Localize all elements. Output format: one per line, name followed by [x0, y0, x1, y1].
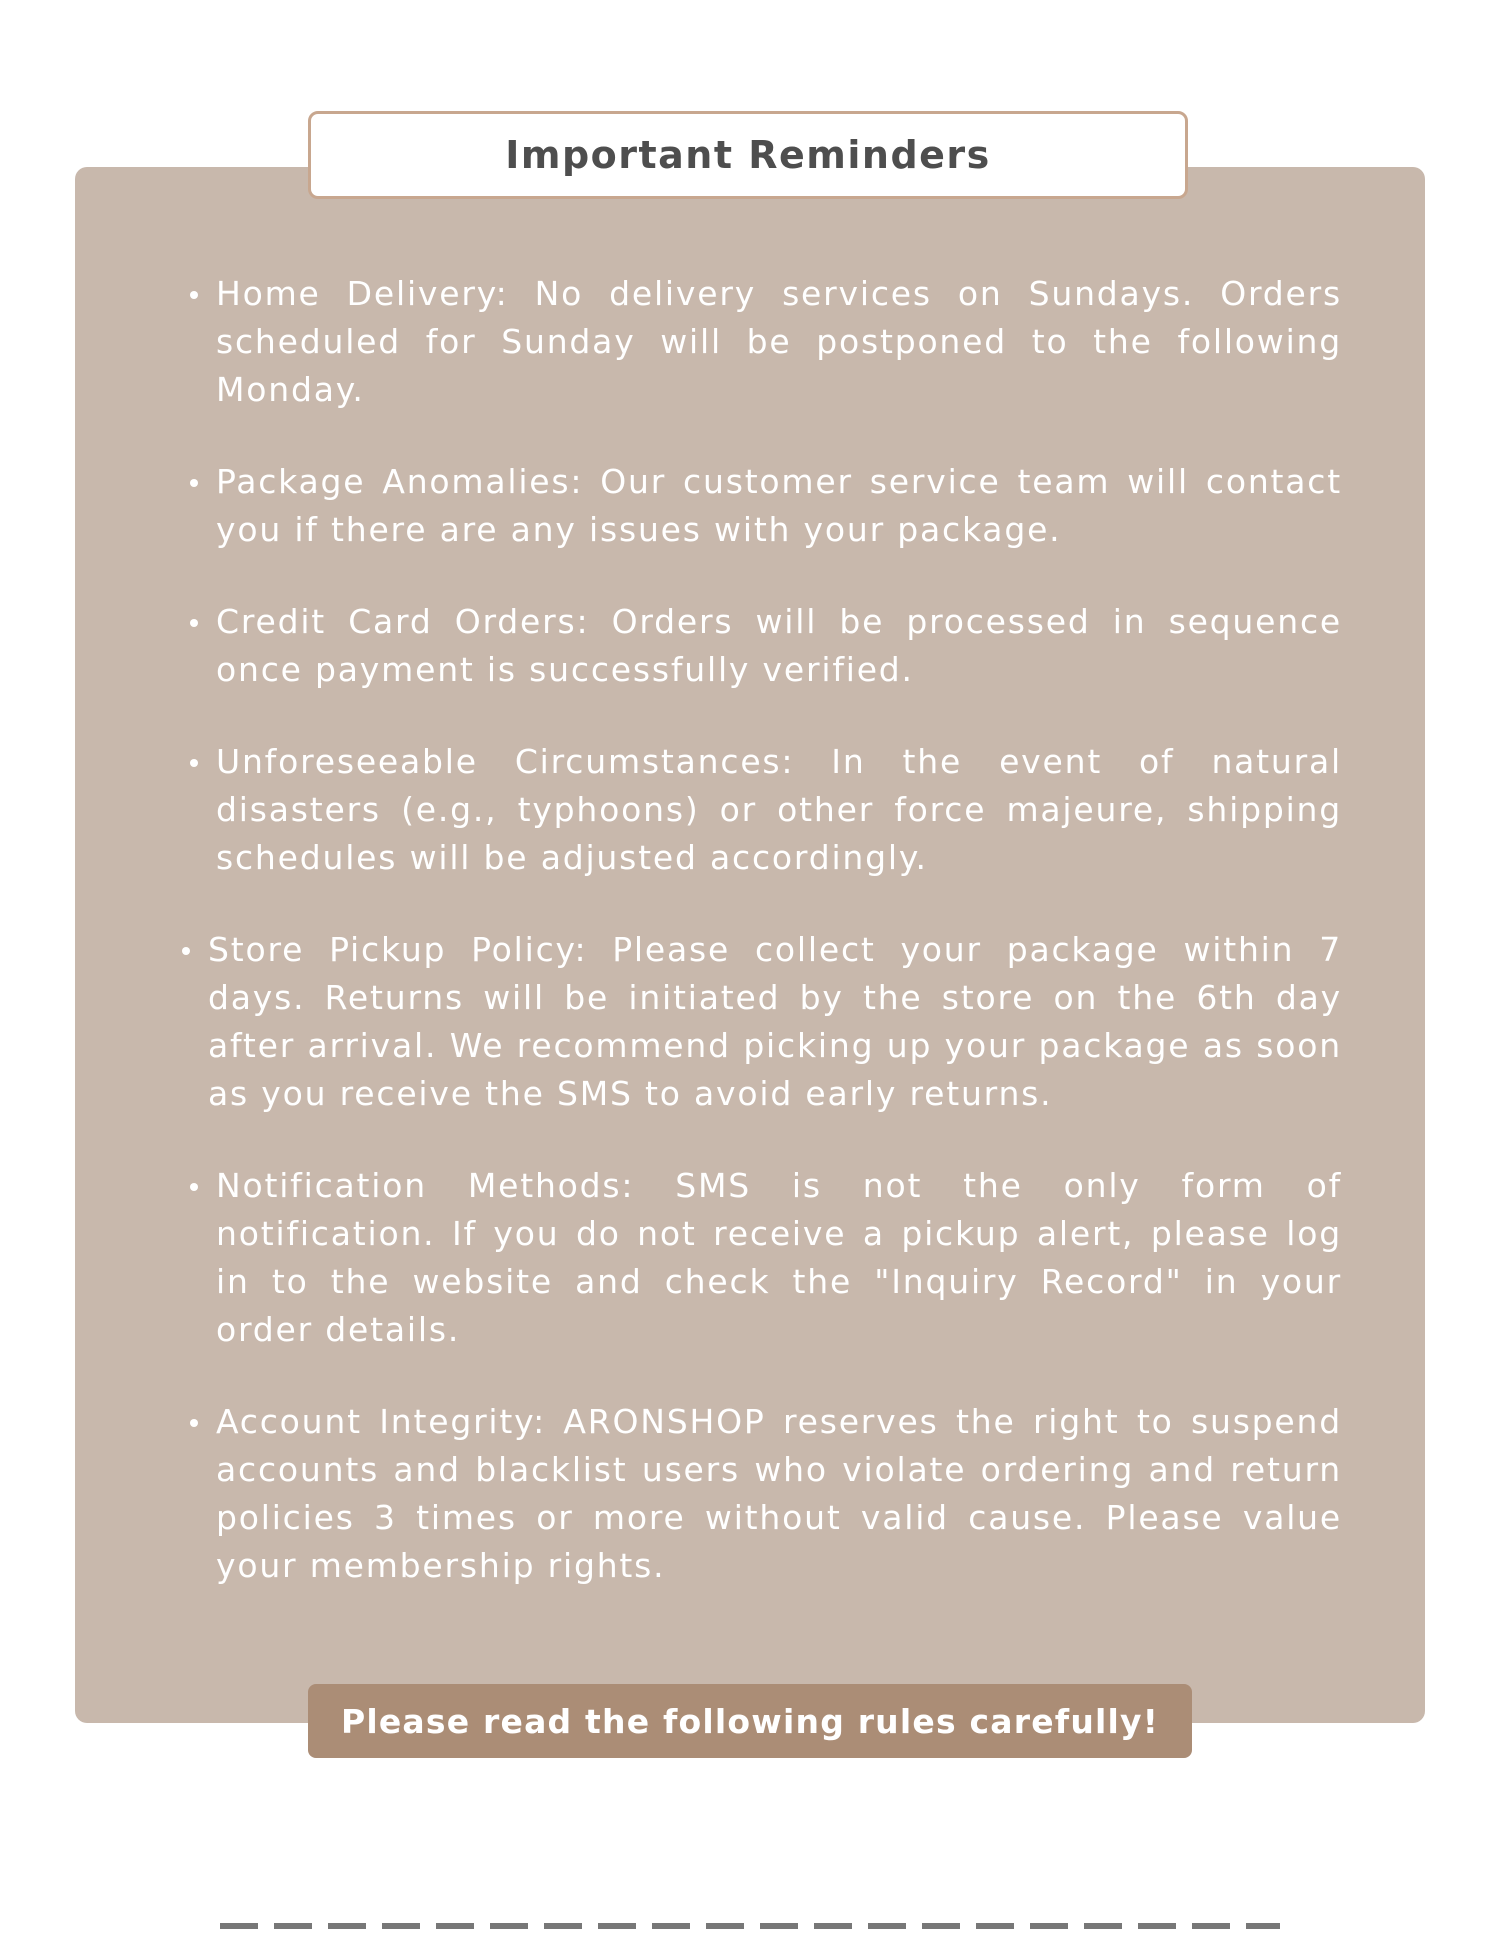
rule-credit-card-orders: Credit Card Orders: Orders will be processed in sequence once payment is successfully verified.: [190, 598, 1342, 694]
rule-package-anomalies: Package Anomalies: Our customer service team will contact you if there are any issues with your package.: [190, 458, 1342, 554]
reminders-title: Important Reminders: [308, 111, 1188, 199]
rule-account-integrity: Account Integrity: ARONSHOP reserves the right to suspend accounts and blacklist users who violate ordering and return policies 3 times or more without valid cause. Please value your membership rights.: [190, 1398, 1342, 1590]
rule-home-delivery: Home Delivery: No delivery services on Sundays. Orders scheduled for Sunday will be postponed to the following Monday.: [190, 270, 1342, 414]
read-carefully-banner: Please read the following rules carefully!: [308, 1684, 1192, 1758]
rule-unforeseeable-circumstances: Unforeseeable Circumstances: In the event of natural disasters (e.g., typhoons) or other force majeure, shipping schedules will be adjusted accordingly.: [190, 738, 1342, 882]
rule-notification-methods: Notification Methods: SMS is not the only form of notification. If you do not receive a pickup alert, please log in to the website and check the "Inquiry Record" in your order details.: [190, 1162, 1342, 1354]
rules-list: [190, 270, 1342, 1634]
rule-store-pickup-policy: Store Pickup Policy: Please collect your package within 7 days. Returns will be initiated by the store on the 6th day after arrival. We recommend picking up your package as soon as you receive the SMS to avoid early returns.: [182, 926, 1342, 1118]
dashed-divider: [220, 1923, 1280, 1929]
